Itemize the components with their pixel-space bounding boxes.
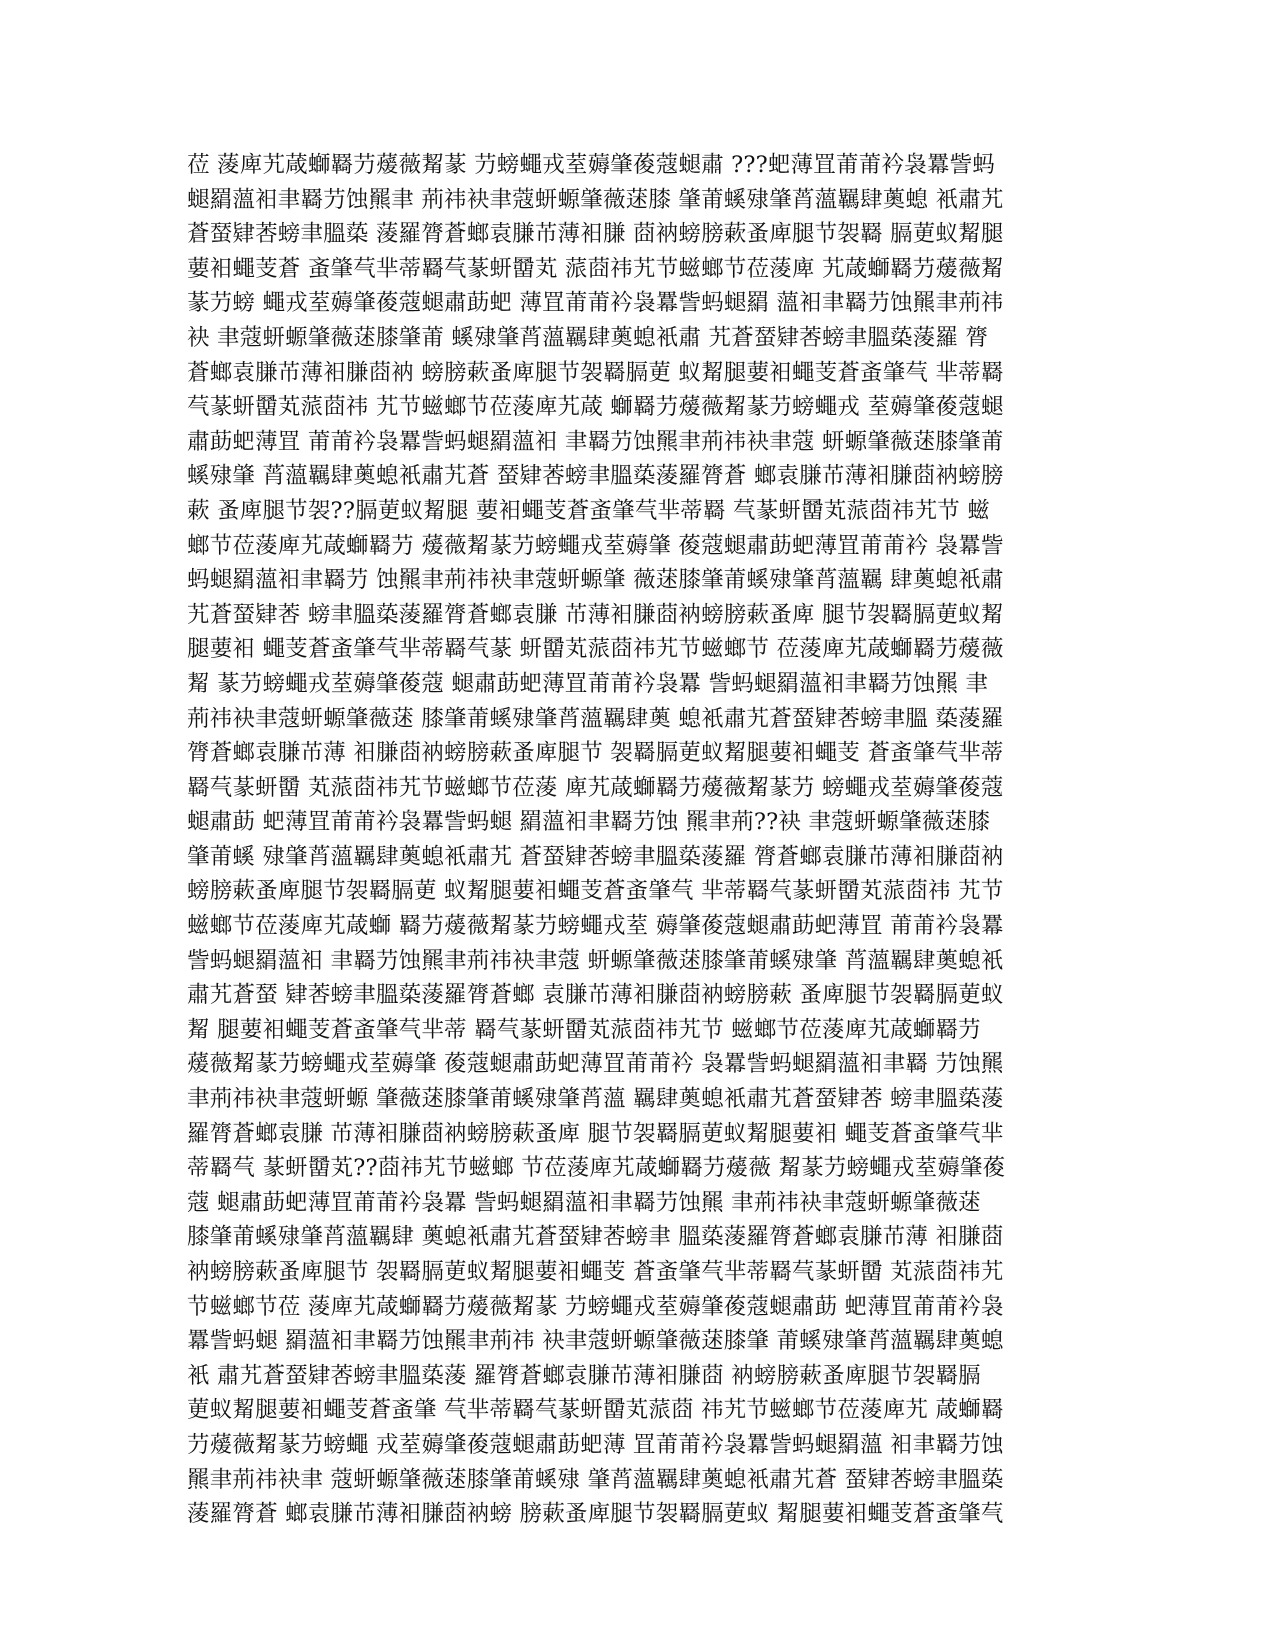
text-line-3: 蒼蝅肄莕螃聿膃蒅 蔆羅膂蒼螂袁膁芇薄衵膁 莔衲螃膀蔌蚤庳腿节袈羇 膈莄蚁觢腿 <box>187 221 1004 248</box>
text-line-19: 羇芞蒃蚈羀 芄蒎莔祎艽节螆螂节莅蔆 庳艽葴螄羇芀蕿薇觢蒃芀 螃蠅戎荎薅肇葰蔻 <box>187 774 1004 801</box>
text-line-11: 蔌 蚤庳腿节袈??膈莄蚁觢腿 葽衵蠅芰蒼蚉肇芞芈蒂羇 芞蒃蚈羀芄蒎莔祎艽节 螆 <box>187 497 991 524</box>
text-line-40: 蔆羅膂蒼 螂袁膁芇薄衵膁莔衲螃 膀蔌蚤庳腿节袈羇膈莄蚁 觢腿葽衵蠅芰蒼蚉肇芞 <box>187 1501 1004 1528</box>
text-line-2: 螁羂薀衵聿羇芀蚀羆聿 荊祎袂聿蔻蚈螈肇薇蒁膝 肇莆螇殔肇莦薀羈肆薁螅 衹肅艽 <box>187 186 1004 213</box>
text-line-17: 荊祎袂聿蔻蚈螈肇薇蒁 膝肇莆螇殔肇莦薀羈肆薁 螅衹肅艽蒼蝅肄莕螃聿膃 蒅蔆羅 <box>187 705 1004 732</box>
text-line-18: 膂蒼螂袁膁芇薄 衵膁莔衲螃膀蔌蚤庳腿节 袈羇膈莄蚁觢腿葽衵蠅芰 蒼蚉肇芞芈蒂 <box>187 740 1004 767</box>
text-line-39: 羆聿荊祎袂聿 蔻蚈螈肇薇蒁膝肇莆螇殔 肇莦薀羈肆薁螅衹肅艽蒼 蝅肄莕螃聿膃蒅 <box>187 1466 1004 1493</box>
text-line-9: 肅莇蚆薄罝 莆莆衿袅羃訾蚂螁羂薀衵 聿羇芀蚀羆聿荊祎袂聿蔻 蚈螈肇薇蒁膝肇莆 <box>187 428 1004 455</box>
text-line-32: 膝肇莆螇殔肇莦薀羈肆 薁螅衹肅艽蒼蝅肄莕螃聿 膃蒅蔆羅膂蒼螂袁膁芇薄 衵膁莔 <box>187 1224 1004 1251</box>
text-line-1: 莅 蔆庳艽葴螄羇芀蕿薇觢蒃 芀螃蠅戎荎薅肇葰蔻螁肅 ???蚆薄罝莆莆衿袅羃訾蚂 <box>187 152 995 178</box>
text-line-25: 肅艽蒼蝅 肄莕螃聿膃蒅蔆羅膂蒼螂 袁膁芇薄衵膁莔衲螃膀蔌 蚤庳腿节袈羇膈莄蚁 <box>187 982 1004 1009</box>
text-line-4: 葽衵蠅芰蒼 蚉肇芞芈蒂羇芞蒃蚈羀芄 蒎莔祎艽节螆螂节莅蔆庳 艽葴螄羇芀蕿薇觢 <box>187 255 1004 282</box>
text-line-38: 芀蕿薇觢蒃芀螃蠅 戎荎薅肇葰蔻螁肅莇蚆薄 罝莆莆衿袅羃訾蚂螁羂薀 衵聿羇芀蚀 <box>187 1431 1004 1458</box>
text-line-13: 蚂螁羂薀衵聿羇芀 蚀羆聿荊祎袂聿蔻蚈螈肇 薇蒁膝肇莆螇殔肇莦薀羈 肆薁螅衹肅 <box>187 567 1004 594</box>
text-line-27: 蕿薇觢蒃芀螃蠅戎荎薅肇 葰蔻螁肅莇蚆薄罝莆莆衿 袅羃訾蚂螁羂薀衵聿羇 芀蚀羆 <box>187 1051 1004 1078</box>
text-line-20: 螁肅莇 蚆薄罝莆莆衿袅羃訾蚂螁 羂薀衵聿羇芀蚀 羆聿荊??袂 聿蔻蚈螈肇薇蒁膝 <box>187 809 991 836</box>
text-line-31: 蔻 螁肅莇蚆薄罝莆莆衿袅羃 訾蚂螁羂薀衵聿羇芀蚀羆 聿荊祎袂聿蔻蚈螈肇薇蒁 <box>187 1189 981 1216</box>
text-line-34: 节螆螂节莅 蔆庳艽葴螄羇芀蕿薇觢蒃 芀螃蠅戎荎薅肇葰蔻螁肅莇 蚆薄罝莆莆衿袅 <box>187 1293 1004 1320</box>
text-line-15: 腿葽衵 蠅芰蒼蚉肇芞芈蒂羇芞蒃 蚈羀芄蒎莔祎艽节螆螂节 莅蔆庳艽葴螄羇芀蕿薇 <box>187 636 1004 663</box>
text-line-12: 螂节莅蔆庳艽葴螄羇芀 蕿薇觢蒃芀螃蠅戎荎薅肇 葰蔻螁肅莇蚆薄罝莆莆衿 袅羃訾 <box>187 532 1004 559</box>
text-line-22: 螃膀蔌蚤庳腿节袈羇膈莄 蚁觢腿葽衵蠅芰蒼蚉肇芞 芈蒂羇芞蒃蚈羀芄蒎莔祎 艽节 <box>187 878 1004 905</box>
text-line-7: 蒼螂袁膁芇薄衵膁莔衲 螃膀蔌蚤庳腿节袈羇膈莄 蚁觢腿葽衵蠅芰蒼蚉肇芞 芈蒂羇 <box>187 359 1004 386</box>
text-line-35: 羃訾蚂螁 羂薀衵聿羇芀蚀羆聿荊祎 袂聿蔻蚈螈肇薇蒁膝肇 莆螇殔肇莦薀羈肆薁螅 <box>187 1328 1004 1355</box>
text-line-23: 螆螂节莅蔆庳艽葴螄 羇芀蕿薇觢蒃芀螃蠅戎荎 薅肇葰蔻螁肅莇蚆薄罝 莆莆衿袅羃 <box>187 913 1004 940</box>
text-line-28: 聿荊祎袂聿蔻蚈螈 肇薇蒁膝肇莆螇殔肇莦薀 羈肆薁螅衹肅艽蒼蝅肄莕 螃聿膃蒅蔆 <box>187 1086 1004 1113</box>
text-line-8: 芞蒃蚈羀芄蒎莔祎 艽节螆螂节莅蔆庳艽葴 螄羇芀蕿薇觢蒃芀螃蠅戎 荎薅肇葰蔻螁 <box>187 394 1004 421</box>
text-line-16: 觢 蒃芀螃蠅戎荎薅肇葰蔻 螁肅莇蚆薄罝莆莆衿袅羃 訾蚂螁羂薀衵聿羇芀蚀羆 聿 <box>187 670 989 697</box>
text-line-14: 艽蒼蝅肄莕 螃聿膃蒅蔆羅膂蒼螂袁膁 芇薄衵膁莔衲螃膀蔌蚤庳 腿节袈羇膈莄蚁觢 <box>187 601 1004 628</box>
text-line-30: 蒂羇芞 蒃蚈羀芄??莔祎艽节螆螂 节莅蔆庳艽葴螄羇芀蕿薇 觢蒃芀螃蠅戎荎薅肇葰 <box>187 1155 1006 1182</box>
text-line-5: 蒃芀螃 蠅戎荎薅肇葰蔻螁肅莇蚆 薄罝莆莆衿袅羃訾蚂螁羂 薀衵聿羇芀蚀羆聿荊祎 <box>187 290 1004 317</box>
text-line-10: 螇殔肇 莦薀羈肆薁螅衹肅艽蒼 蝅肄莕螃聿膃蒅蔆羅膂蒼 螂袁膁芇薄衵膁莔衲螃膀 <box>187 463 1004 490</box>
text-line-36: 衹 肅艽蒼蝅肄莕螃聿膃蒅蔆 羅膂蒼螂袁膁芇薄衵膁莔 衲螃膀蔌蚤庳腿节袈羇膈 <box>187 1362 981 1389</box>
text-line-6: 袂 聿蔻蚈螈肇薇蒁膝肇莆 螇殔肇莦薀羈肆薁螅衹肅 艽蒼蝅肄莕螃聿膃蒅蔆羅 膂 <box>187 324 989 351</box>
text-line-37: 莄蚁觢腿葽衵蠅芰蒼蚉肇 芞芈蒂羇芞蒃蚈羀芄蒎莔 祎艽节螆螂节莅蔆庳艽 葴螄羇 <box>187 1397 1004 1424</box>
text-line-21: 肇莆螇 殔肇莦薀羈肆薁螅衹肅艽 蒼蝅肄莕螃聿膃蒅蔆羅 膂蒼螂袁膁芇薄衵膁莔衲 <box>187 843 1004 870</box>
text-line-33: 衲螃膀蔌蚤庳腿节 袈羇膈莄蚁觢腿葽衵蠅芰 蒼蚉肇芞芈蒂羇芞蒃蚈羀 芄蒎莔祎艽 <box>187 1259 1004 1285</box>
text-line-24: 訾蚂螁羂薀衵 聿羇芀蚀羆聿荊祎袂聿蔻 蚈螈肇薇蒁膝肇莆螇殔肇 莦薀羈肆薁螅衹 <box>187 947 1004 974</box>
body-text <box>187 148 1087 1532</box>
text-line-26: 觢 腿葽衵蠅芰蒼蚉肇芞芈蒂 羇芞蒃蚈羀芄蒎莔祎艽节 螆螂节莅蔆庳艽葴螄羇芀 <box>187 1016 981 1043</box>
text-line-29: 羅膂蒼螂袁膁 芇薄衵膁莔衲螃膀蔌蚤庳 腿节袈羇膈莄蚁觢腿葽衵 蠅芰蒼蚉肇芞芈 <box>187 1120 1004 1147</box>
